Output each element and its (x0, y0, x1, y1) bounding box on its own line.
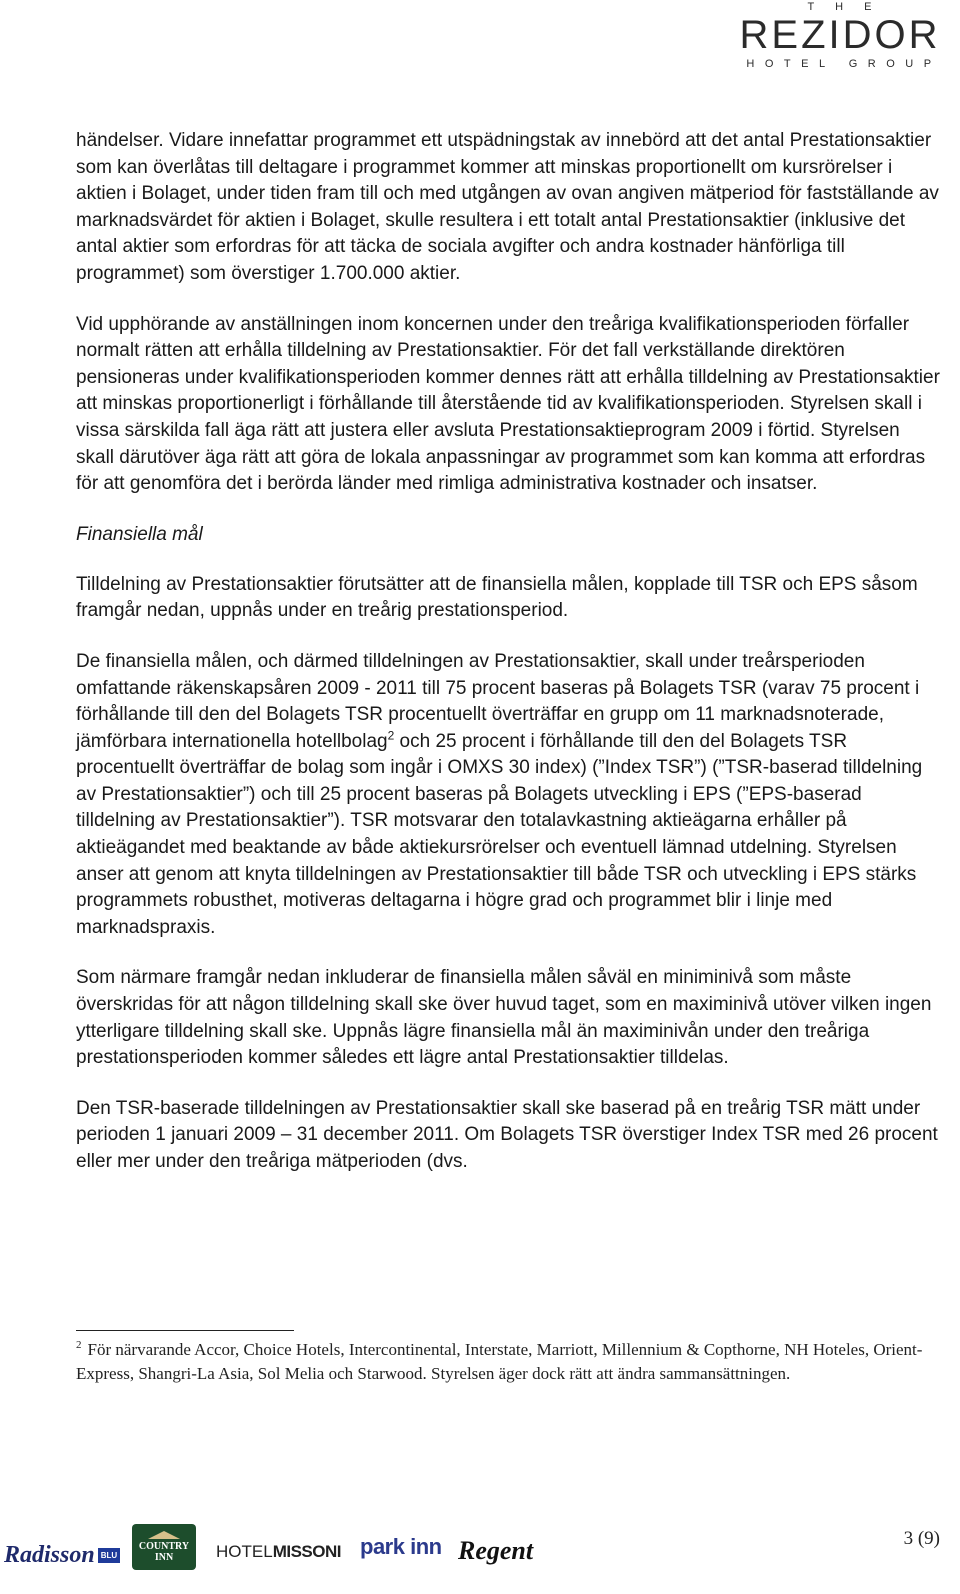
logo-the: T H E (807, 1, 881, 13)
regent-logo: Regent (458, 1536, 534, 1565)
paragraph-1: händelser. Vidare innefattar programmet ett utspädningstak av innebörd att det antal Prestationsaktier som kan överlåtas till deltagare i programmet kommer att minskas proportionellt om kursrörelser i aktien i Bolaget, under tiden fram till och med utgången av ovan angiven mätperiod för fastställande av marknadsvärdet för aktien i Bolaget, skulle resultera i ett totalt antal Prestationsaktier (inklusive det antal aktier som erfordras för att täcka de sociala avgifter och andra kostnader hänförliga till programmet) som överstiger 1.700.000 aktier. (76, 130, 939, 284)
paragraph-3: Tilldelning av Prestationsaktier förutsätter att de finansiella målen, kopplade till TSR och EPS såsom framgår nedan, uppnås under en treårig prestationsperiod. (76, 573, 918, 622)
country-inn-wordmark: COUNTRY INN (138, 1541, 190, 1563)
brand-logos-footer (0, 1520, 960, 1594)
paragraph-4-part-a: De finansiella målen, och därmed tilldelningen av Prestationsaktier, skall under treårsperioden omfattande räkenskapsåren 2009 - 2011 till 75 procent baseras på Bolagets TSR (varav 75 procent i förhållande till den del Bolagets TSR procentuellt överträffar en grupp om 11 marknadsnoterade, jämförbara internationella hotellbolag (76, 650, 920, 752)
footnote-text: För närvarande Accor, Choice Hotels, Intercontinental, Interstate, Marriott, Millennium & Copthorne, NH Hoteles, Orient-Express, Shangri-La Asia, Sol Melia och Starwood. Styrelsen äger dock rätt att ändra sammansättningen. (76, 1340, 923, 1383)
page-number: 3 (9) (903, 1528, 940, 1549)
radisson-blu-logo (4, 1542, 120, 1569)
blu-badge: BLU (98, 1548, 120, 1563)
park-inn-logo: park inn (360, 1534, 442, 1559)
paragraph-2: Vid upphörande av anställningen inom koncernen under den treåriga kvalifikationsperioden förfaller normalt rätten att erhålla tilldelning av Prestationsaktier. För det fall verkställande direktören pensioneras under kvalifikationsperioden kommer dennes rätt att erhålla tilldelning av Prestationsaktier att minskas proportionerligt i förhållande till återstående tid av kvalifikationsperioden. Styrelsen skall i vissa särskilda fall äga rätt att justera eller avsluta Prestationsaktieprogram 2009 i förtid. Styrelsen skall därutöver äga rätt att göra de lokala anpassningar av programmet som kan komma att erfordras för att genomföra det i berörda länder med rimliga administrativa kostnader och insatser. (76, 313, 940, 495)
footnote-reference: 2 (387, 728, 395, 743)
country-inn-logo (132, 1524, 196, 1570)
missoni-hotel-word: HOTEL (216, 1542, 273, 1561)
document-body (76, 128, 942, 1200)
paragraph-4 (76, 649, 942, 942)
missoni-name: MISSONI (272, 1542, 341, 1561)
section-heading: Finansiella mål (76, 523, 203, 545)
logo-name: REZIDOR (739, 13, 941, 57)
paragraph-4-part-b: och 25 procent i förhållande till den del Bolagets TSR procentuellt överträffar de bolag som ingår i OMXS 30 index) (”Index TSR”) (”TSR-baserad tilldelning av Prestationsaktier”) och till 25 procent baseras på Bolagets utveckling i EPS (”EPS-baserad tilldelning av Prestationsaktier”). TSR motsvarar den totalavkastning aktieägarna erhåller på aktieägandet med beaktande av både aktiekursrörelser och eventuell lämnad utdelning. Styrelsen anser att genom att knyta tilldelningen av Prestationsaktier till både TSR och utveckling i EPS stärks programmets robusthet, motiveras deltagarna i högre grad och programmet blir i linje med marknadspraxis. (76, 730, 923, 938)
footnote-divider (76, 1330, 294, 1331)
logo-subtitle: HOTEL GROUP (746, 58, 942, 70)
rezidor-logo (734, 0, 946, 72)
footnote (76, 1338, 946, 1386)
paragraph-6: Den TSR-baserade tilldelningen av Prestationsaktier skall ske baserad på en treårig TSR mätt under perioden 1 januari 2009 – 31 december 2011. Om Bolagets TSR överstiger Index TSR med 26 procent eller mer under den treåriga mätperioden (dvs. (76, 1097, 938, 1172)
paragraph-5: Som närmare framgår nedan inkluderar de finansiella målen såväl en miniminivå som måste överskridas för att någon tilldelning skall ske över huvud taget, som en maximinivå utöver vilken ingen ytterligare tilldelning skall ske. Uppnås lägre finansiella mål än maximinivån under den treåriga prestationsperioden kommer således ett lägre antal Prestationsaktier tilldelas. (76, 967, 932, 1069)
hotel-missoni-logo (216, 1542, 341, 1562)
footnote-number: 2 (76, 1339, 82, 1352)
radisson-wordmark: Radisson (4, 1542, 95, 1568)
country-inn-roof-icon (148, 1531, 180, 1539)
